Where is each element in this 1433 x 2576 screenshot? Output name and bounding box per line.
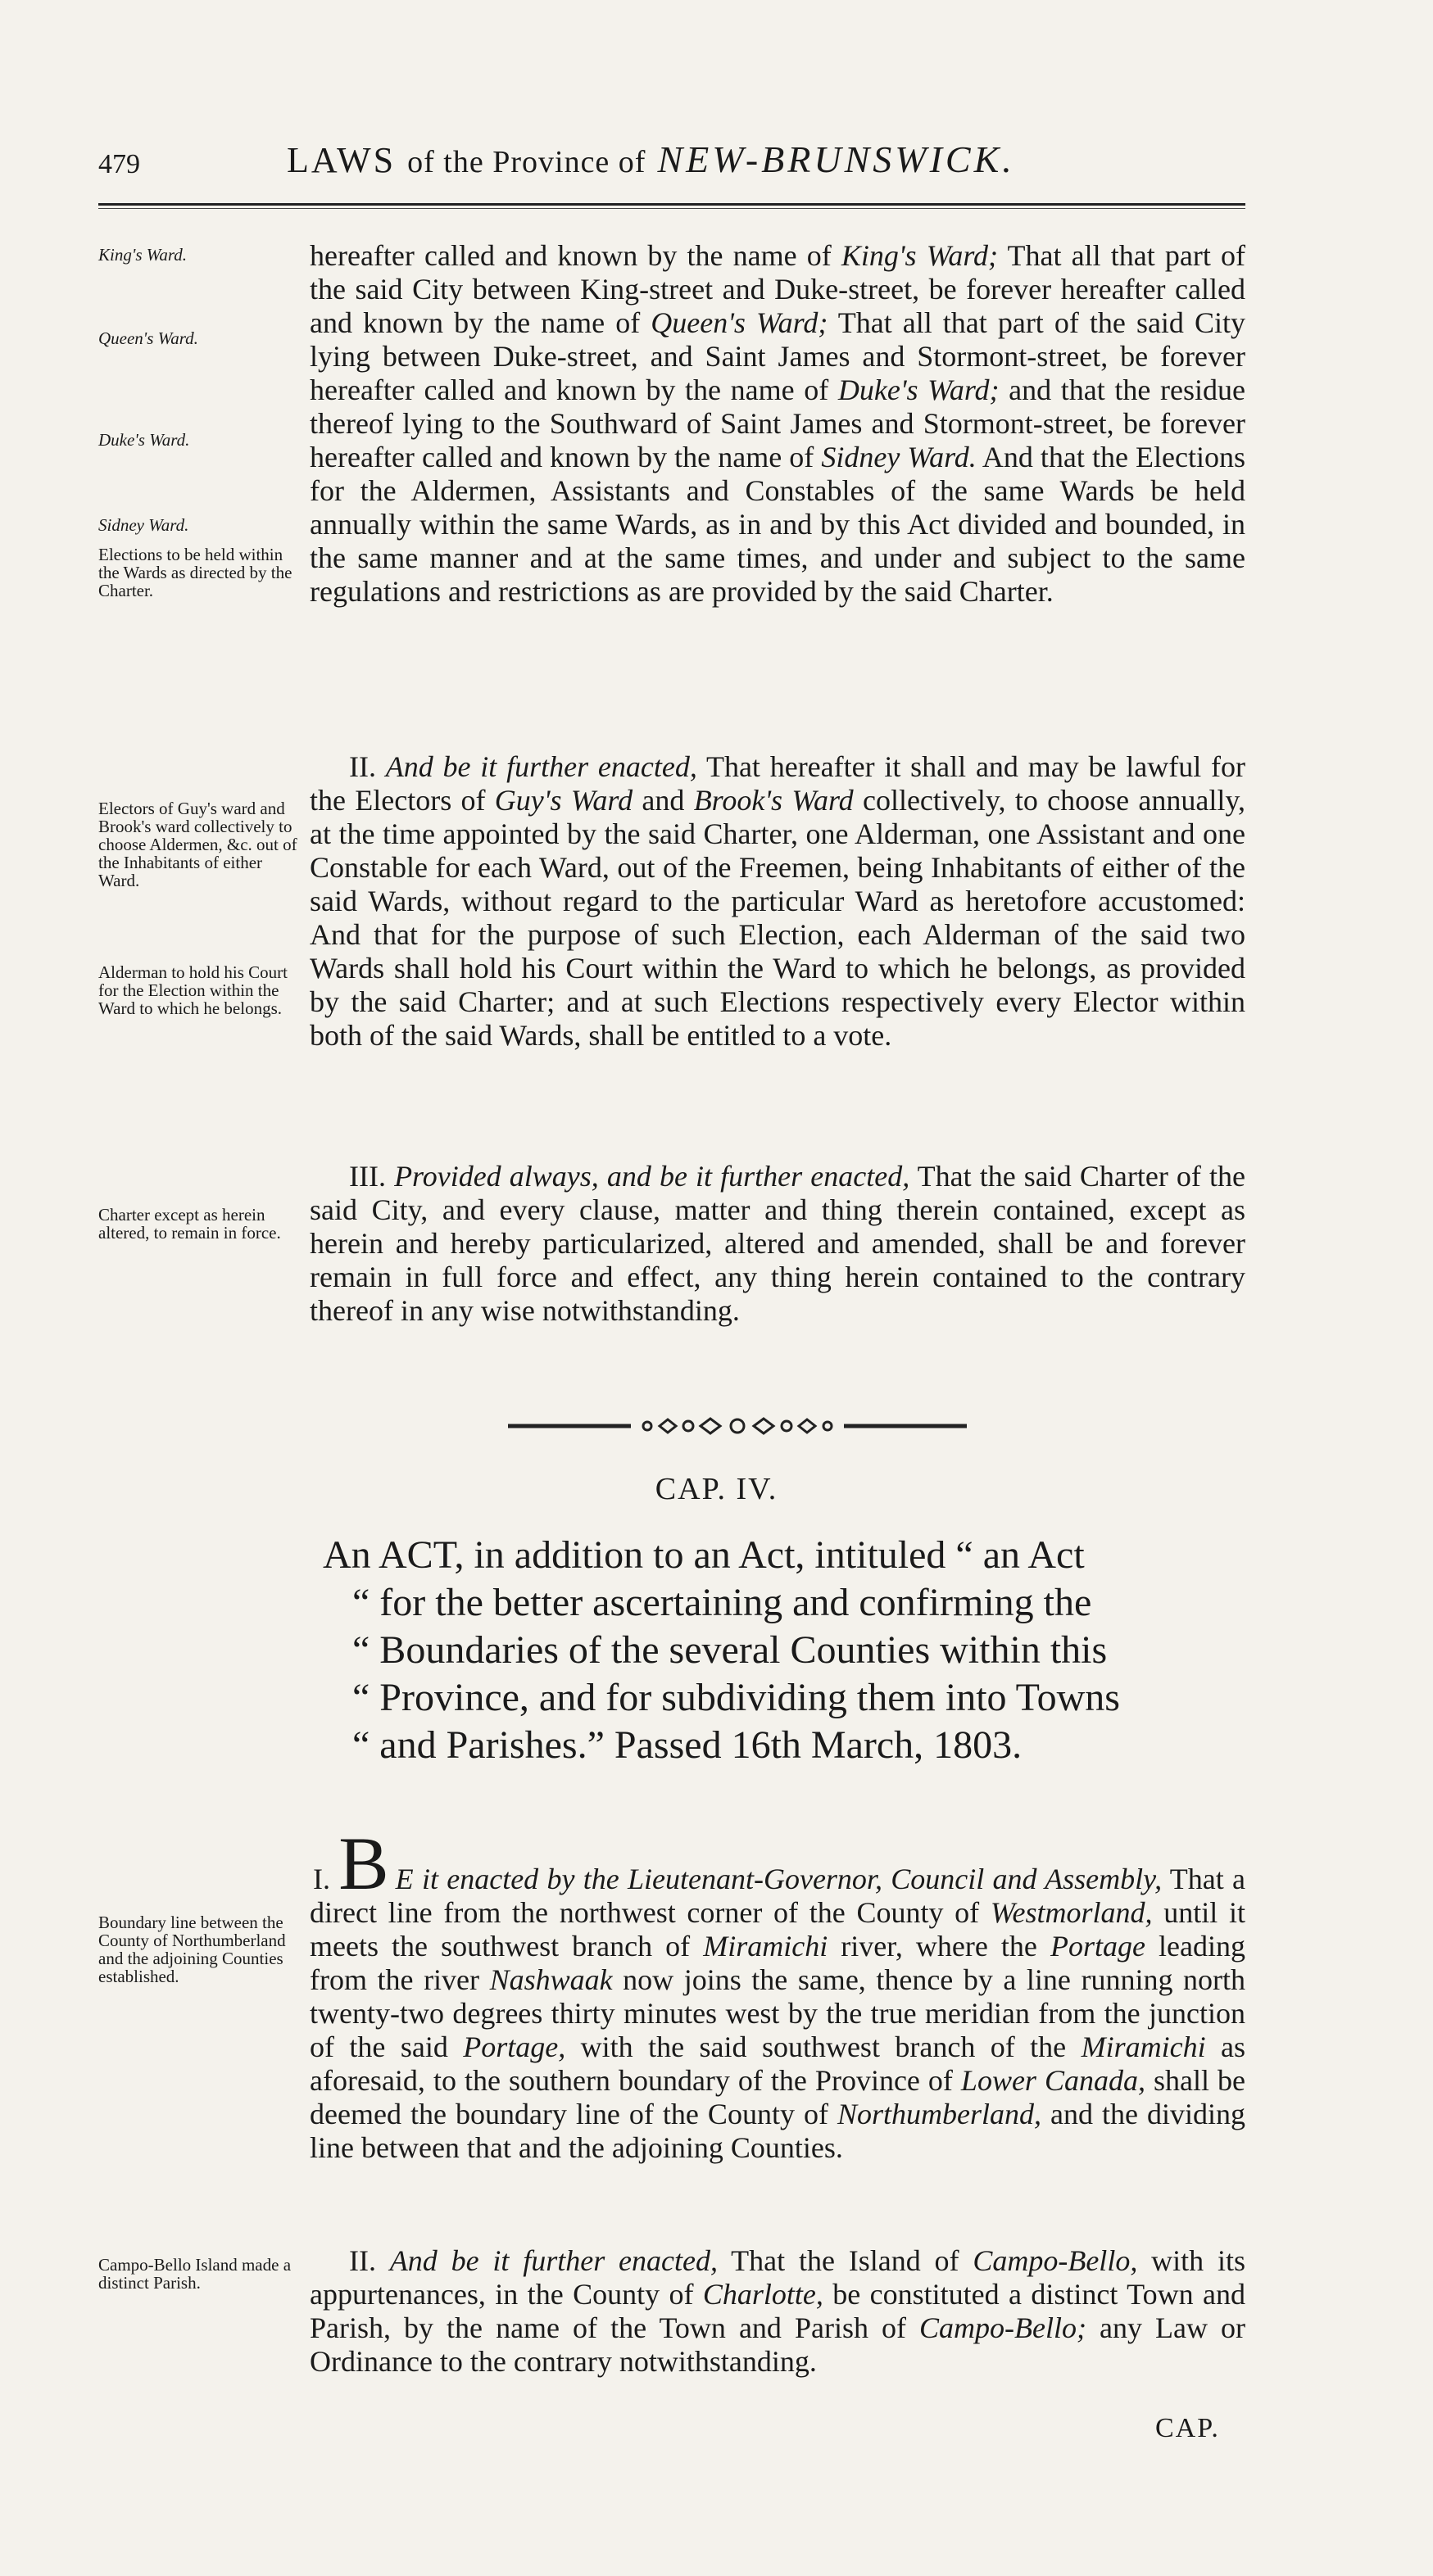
- text-run: until it meets the southwest branch of: [310, 1896, 1245, 1963]
- catchword: CAP.: [1155, 2413, 1220, 2443]
- enacting-clause: And be it further enacted,: [385, 750, 697, 783]
- dukes-ward-name: Duke's Ward;: [837, 373, 1000, 406]
- text-run: That the said Charter of the said City, and every clause, matter and thing therein contained, except as herein and hereby particularized, altered and amended, shall be and forever remain in full force and effect, any thing herein contained to the contrary thereof in any wise notwithstanding.: [310, 1160, 1245, 1327]
- paragraph-text: [310, 2244, 1245, 2379]
- place-miramichi: Miramichi: [1081, 2030, 1206, 2063]
- act-title-line: “ Province, and for subdividing them into Towns: [352, 1676, 1120, 1719]
- text-run: now joins the same, thence by a line running north twenty-two degrees thirty minutes west by the true meridian from the junction of the said: [310, 1963, 1246, 2063]
- queens-ward-name: Queen's Ward;: [651, 306, 828, 339]
- place-westmorland: Westmorland,: [990, 1896, 1153, 1929]
- text-run: That hereafter it shall and may be lawful for the Electors of: [310, 750, 1245, 817]
- enacting-clause: E it enacted by the Lieutenant-Governor, Council and Assembly,: [395, 1863, 1163, 1895]
- page-number: 479: [98, 149, 140, 179]
- section-number: II.: [349, 750, 386, 783]
- margin-note-campo-bello: Campo-Bello Island made a distinct Parish.: [98, 2255, 292, 2293]
- margin-note-dukes-ward: Duke's Ward.: [98, 430, 190, 450]
- text-run: be constituted a distinct Town and Parish, by the name of the Town and Parish of: [310, 2278, 1245, 2344]
- text-run: shall be deemed the boundary line of the County of: [310, 2064, 1245, 2130]
- guys-ward-name: Guy's Ward: [494, 784, 633, 817]
- proviso-clause: Provided always, and be it further enacted,: [394, 1160, 910, 1193]
- running-head-of-the: of the Province of: [407, 145, 646, 179]
- act-title-line: An ACT, in addition to an Act, intituled “ an Act: [323, 1533, 1085, 1577]
- text-run: as aforesaid, to the southern boundary of the Province of: [310, 2030, 1245, 2097]
- act-title: [323, 1532, 1249, 1769]
- paragraph-section-iii: [310, 1160, 1245, 1328]
- text-run: leading from the river: [310, 1930, 1245, 1996]
- page-header: [98, 138, 1245, 187]
- text-run: and: [633, 784, 694, 817]
- text-run: collectively, to choose annually, at the time appointed by the said Charter, one Alderman, one Assistant and one Constable for each Ward, out of the Freemen, being Inhabitants of either of the said Wards, without regard to the particular Ward as heretofore accustomed: And that for the purpose of such Election, each Alderman of the said two Wards shall hold his Court within the Ward to which he belongs, as provided by the said Charter; and at such Elections respectively every Elector within both of the said Wards, shall be entitled to a vote.: [310, 784, 1246, 1052]
- text-run: That the Island of: [717, 2244, 973, 2277]
- section-number: I.: [313, 1863, 330, 1895]
- text-run: That all that part of the said City lying between Duke-street, and Saint James and Stormont-street, be forever hereafter called and known by the name of: [310, 306, 1246, 406]
- margin-note-electors: Electors of Guy's ward and Brook's ward collectively to choose Aldermen, &c. out of the Inhabitants of either Ward.: [98, 799, 297, 890]
- text-run: and that the residue thereof lying to the Southward of Saint James and Stormont-street, be forever hereafter called and known by the name of: [310, 373, 1245, 473]
- text-run: river, where the: [828, 1930, 1050, 1963]
- text-run: any Law or Ordinance to the contrary notwithstanding.: [310, 2311, 1245, 2378]
- place-campo-bello: Campo-Bello,: [973, 2244, 1138, 2277]
- text-run: And that the Elections for the Aldermen, Assistants and Constables of the same Wards be held annually within the same Wards, as in and by this Act divided and bounded, in the same manner and at the same times, and under and subject to the same regulations and restrictions as are provided by the said Charter.: [310, 441, 1245, 608]
- paragraph-text: [310, 239, 1245, 609]
- section-number: II.: [349, 2244, 390, 2277]
- place-nashwaak: Nashwaak: [489, 1963, 613, 1996]
- place-northumberland: Northumberland,: [837, 2098, 1041, 2130]
- place-lower-canada: Lower Canada,: [960, 2064, 1145, 2097]
- paragraph-text: [310, 1822, 1246, 2165]
- text-run: That all that part of the said City between King-street and Duke-street, be forever hereafter called and known by the name of: [310, 239, 1245, 339]
- place-campo-bello: Campo-Bello;: [919, 2311, 1086, 2344]
- paragraph-cap4-section-i: [310, 1822, 1246, 2165]
- margin-note-charter: Charter except as herein altered, to remain in force.: [98, 1205, 281, 1243]
- margin-note-queens-ward: Queen's Ward.: [98, 328, 198, 348]
- section-number: III.: [349, 1160, 395, 1193]
- sidney-ward-name: Sidney Ward.: [821, 441, 977, 473]
- paragraph-section-ii: [310, 750, 1245, 1053]
- kings-ward-name: King's Ward;: [841, 239, 999, 272]
- margin-note-alderman: Alderman to hold his Court for the Election within the Ward to which he belongs.: [98, 962, 288, 1018]
- paragraph-text: [310, 750, 1245, 1053]
- place-miramichi: Miramichi: [703, 1930, 828, 1963]
- running-head: [287, 138, 1015, 181]
- text-run: with the said southwest branch of the: [565, 2030, 1082, 2063]
- act-title-line: “ for the better ascertaining and confirming the: [352, 1581, 1092, 1624]
- margin-note-boundary: Boundary line between the County of Northumberland and the adjoining Counties established.: [98, 1913, 286, 1986]
- act-title-line: “ and Parishes.” Passed 16th March, 1803.: [352, 1723, 1023, 1767]
- brooks-ward-name: Brook's Ward: [693, 784, 854, 817]
- margin-note-sidney-ward: Sidney Ward.: [98, 515, 189, 535]
- text-run: That a direct line from the northwest corner of the County of: [310, 1863, 1246, 1929]
- place-portage: Portage: [1050, 1930, 1145, 1963]
- margin-note-elections: Elections to be held within the Wards as directed by the Charter.: [98, 545, 292, 600]
- chapter-heading: CAP. IV.: [655, 1472, 778, 1506]
- running-head-laws: LAWS: [287, 140, 397, 180]
- text-run: and the dividing line between that and the adjoining Counties.: [310, 2098, 1245, 2164]
- text-run: hereafter called and known by the name of: [310, 239, 841, 272]
- place-charlotte: Charlotte,: [702, 2278, 823, 2311]
- enacting-clause: And be it further enacted,: [389, 2244, 718, 2277]
- header-rule-thin: [98, 208, 1245, 209]
- ornament-divider: [508, 1414, 967, 1438]
- margin-note-kings-ward: King's Ward.: [98, 245, 187, 265]
- paragraph-cap4-section-ii: [310, 2244, 1245, 2379]
- act-title-line: “ Boundaries of the several Counties within this: [352, 1628, 1108, 1672]
- paragraph-wards: [310, 239, 1245, 609]
- text-run: with its appurtenances, in the County of: [310, 2244, 1245, 2311]
- header-rule: [98, 203, 1245, 206]
- paragraph-text: [310, 1160, 1245, 1328]
- place-portage: Portage,: [463, 2030, 566, 2063]
- drop-cap: B: [338, 1822, 389, 1905]
- running-head-province: NEW-BRUNSWICK.: [657, 138, 1015, 180]
